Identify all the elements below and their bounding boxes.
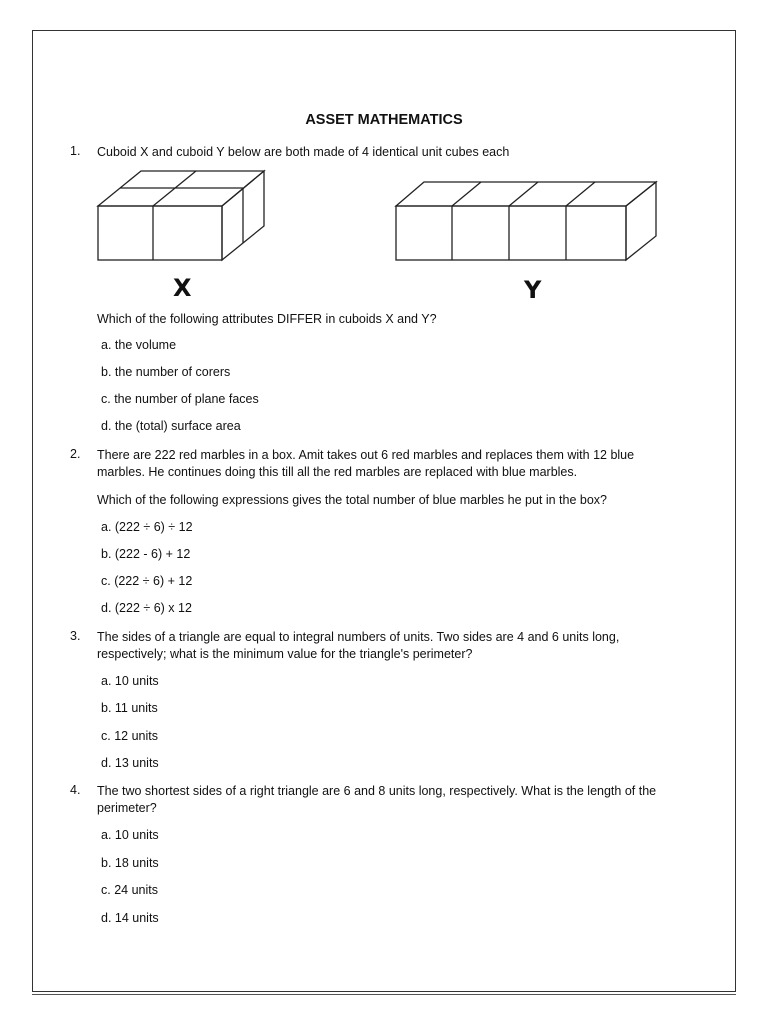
option-d: d. the (total) surface area — [101, 419, 241, 433]
question-number: 1. — [70, 144, 81, 158]
question-text-line: respectively; what is the minimum value for the triangle's perimeter? — [97, 647, 473, 661]
question-number: 3. — [70, 629, 81, 643]
option-b: b. 18 units — [101, 856, 159, 870]
option-d: d. 13 units — [101, 756, 159, 770]
cuboid-y-top-divider — [452, 182, 481, 206]
option-d: d. (222 ÷ 6) x 12 — [101, 601, 192, 615]
option-b: b. the number of corers — [101, 365, 231, 379]
cuboid-x-front-face — [98, 206, 222, 260]
option-b: b. 11 units — [101, 701, 158, 715]
option-b: b. (222 - 6) + 12 — [101, 547, 191, 561]
question-text-line: The sides of a triangle are equal to integral numbers of units. Two sides are 4 and 6 units long, — [97, 630, 620, 644]
cuboid-x-figure — [96, 168, 266, 263]
option-c: c. (222 ÷ 6) + 12 — [101, 574, 193, 588]
cuboid-y-label: Y — [524, 276, 542, 304]
question-text-line: perimeter? — [97, 801, 157, 815]
question-text-line: marbles. He continues doing this till all the red marbles are replaced with blue marbles. — [97, 465, 578, 479]
option-a: a. 10 units — [101, 828, 159, 842]
option-d: d. 14 units — [101, 911, 159, 925]
option-c: c. the number of plane faces — [101, 392, 259, 406]
cuboid-y-top-divider — [509, 182, 538, 206]
cuboid-y-front-face — [396, 206, 626, 260]
option-c: c. 24 units — [101, 883, 158, 897]
question-text-line: There are 222 red marbles in a box. Amit takes out 6 red marbles and replaces them with 12 blue — [97, 448, 635, 462]
question-prompt: Which of the following expressions gives the total number of blue marbles he put in the box? — [97, 493, 608, 507]
page-bottom-rule — [32, 994, 736, 995]
option-c: c. 12 units — [101, 729, 158, 743]
option-a: a. the volume — [101, 338, 177, 352]
question-text-line: Cuboid X and cuboid Y below are both made of 4 identical unit cubes each — [97, 145, 510, 159]
cuboid-y-right-face — [626, 182, 656, 260]
cuboid-y-top-face — [396, 182, 656, 206]
option-a: a. 10 units — [101, 674, 159, 688]
question-number: 2. — [70, 447, 81, 461]
cuboid-x-label: X — [173, 274, 192, 302]
page-title: ASSET MATHEMATICS — [305, 112, 463, 128]
question-prompt: Which of the following attributes DIFFER in cuboids X and Y? — [97, 312, 437, 326]
cuboid-y-top-divider — [566, 182, 595, 206]
cuboid-y-figure — [394, 180, 660, 262]
question-text-line: The two shortest sides of a right triangle are 6 and 8 units long, respectively. What is the length of the — [97, 784, 657, 798]
question-number: 4. — [70, 783, 81, 797]
option-a: a. (222 ÷ 6) ÷ 12 — [101, 520, 193, 534]
